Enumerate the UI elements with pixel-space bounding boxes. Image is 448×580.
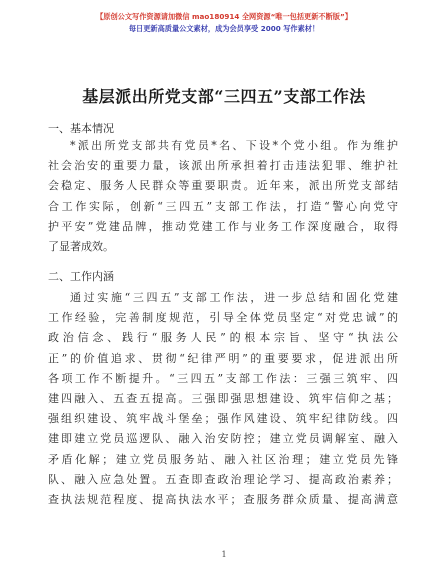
header-banner-line-2: 每日更新高质量公文素材，成为会员享受 2000 写作素材！ <box>128 24 320 33</box>
paragraph-line: 了显著成效。 <box>48 240 114 254</box>
paragraph-line: 队、融入应急处置。五查即查政治理论学习、提高政治素养； <box>48 472 398 486</box>
paragraph-line: 各项工作不断提升。“三四五”支部工作法：三强三筑牢、四 <box>48 371 398 385</box>
paragraph-line: 查执法规范程度、提高执法水平；查服务群众质量、提高满意 <box>48 493 398 507</box>
paragraph-line: *派出所党支部共有党员*名、下设*个党小组。作为维护 <box>70 139 398 152</box>
paragraph-line: 政治信念、践行“服务人民”的根本宗旨、坚守“执法公 <box>48 331 398 345</box>
paragraph-line: 会稳定、服务人民群众等重要职责。近年来，派出所党支部结 <box>48 179 398 193</box>
paragraph-line: 合工作实际，创新“三四五”支部工作法，打造“警心向党守 <box>48 199 398 213</box>
page-number: 1 <box>221 550 227 559</box>
section-1-heading: 一、基本情况 <box>48 122 114 135</box>
paragraph-line: 社会治安的重要力量，该派出所承担着打击违法犯罪、维护社 <box>48 159 398 173</box>
paragraph-line: 矛盾化解；建立党员服务站、融入社区治理；建立党员先锋 <box>48 452 398 466</box>
section-2-heading: 二、工作内涵 <box>48 270 114 283</box>
paragraph-line: 通过实施“三四五”支部工作法，进一步总结和固化党建 <box>70 291 398 304</box>
paragraph-line: 正”的价值追求、贯彻“纪律严明”的重要要求，促进派出所 <box>48 351 398 365</box>
section-2-paragraph <box>48 288 398 510</box>
paragraph-line: 强组织建设、筑牢战斗堡垒；强作风建设、筑牢纪律防线。四 <box>48 412 398 426</box>
paragraph-line: 工作经验，完善制度规范，引导全体党员坚定“对党忠诚”的 <box>48 311 398 325</box>
paragraph-line: 护平安”党建品牌，推动党建工作与业务工作深度融合，取得 <box>48 219 398 233</box>
paragraph-line: 建即建立党员巡逻队、融入治安防控；建立党员调解室、融入 <box>48 432 398 446</box>
section-1-paragraph <box>48 136 398 257</box>
paragraph-line: 建四融入、五查五提高。三强即强思想建设、筑牢信仰之基； <box>48 392 398 406</box>
document-title: 基层派出所党支部“三四五”支部工作法 <box>82 87 366 106</box>
header-banner-line-1: 【原创公文写作资源请加微信 mao180914 全网资源“唯一包括更新不断版”】 <box>96 12 352 21</box>
